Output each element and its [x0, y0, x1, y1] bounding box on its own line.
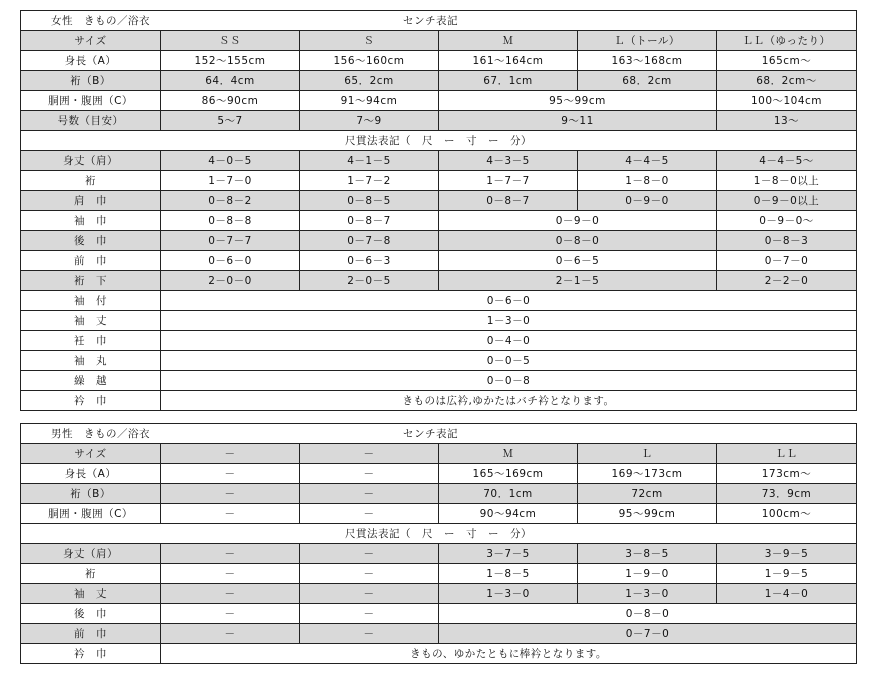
row-label: 衽 巾	[21, 331, 161, 351]
value-cell: 152～155cm	[161, 51, 300, 71]
women-waist-row	[21, 91, 857, 111]
value-cell: 3－9－5	[717, 544, 857, 564]
value-cell: －	[161, 604, 300, 624]
value-cell: 95～99cm	[439, 91, 717, 111]
women-size-row	[21, 31, 857, 51]
row-label: 身丈（肩）	[21, 151, 161, 171]
size-cell: Ｓ	[300, 31, 439, 51]
value-cell: 0－6－5	[439, 251, 717, 271]
value-cell: 72cm	[578, 484, 717, 504]
value-cell: 9～11	[439, 111, 717, 131]
women-height-row	[21, 51, 857, 71]
value-cell: 73．9cm	[717, 484, 857, 504]
women-okumi-row	[21, 331, 857, 351]
size-cell: －	[300, 444, 439, 464]
value-cell: 163～168cm	[578, 51, 717, 71]
row-label: 袖 巾	[21, 211, 161, 231]
value-cell: 0－9－0	[439, 211, 717, 231]
women-mae-row	[21, 251, 857, 271]
row-label: 袖 丸	[21, 351, 161, 371]
row-label: 裄	[21, 564, 161, 584]
section-header: 尺貫法表記（ 尺 ー 寸 ー 分）	[21, 524, 857, 544]
row-label: 裄（B）	[21, 71, 161, 91]
women-shaku-header-row	[21, 131, 857, 151]
value-cell: 13～	[717, 111, 857, 131]
value-cell: 1－4－0	[717, 584, 857, 604]
men-eri-row	[21, 644, 857, 664]
value-cell: 0－8－5	[300, 191, 439, 211]
value-cell: 0－8－8	[161, 211, 300, 231]
value-cell: 0－7－7	[161, 231, 300, 251]
value-cell: 1－7－0	[161, 171, 300, 191]
row-label: 胴囲・腹囲（C）	[21, 504, 161, 524]
value-cell: 4－3－5	[439, 151, 578, 171]
value-cell: 2－1－5	[439, 271, 717, 291]
value-cell: 0－0－8	[161, 371, 857, 391]
value-cell: －	[300, 564, 439, 584]
men-yuki-cm-row	[21, 484, 857, 504]
women-eri-row	[21, 391, 857, 411]
row-label: 身長（A）	[21, 51, 161, 71]
value-cell: 0－7－0	[717, 251, 857, 271]
value-cell: 0－8－0	[439, 231, 717, 251]
value-cell: 0－8－0	[439, 604, 857, 624]
value-cell: 173cm～	[717, 464, 857, 484]
value-cell: －	[300, 604, 439, 624]
women-cm-header: センチ表記	[403, 15, 458, 27]
value-cell: 0－6－0	[161, 291, 857, 311]
value-cell: －	[300, 484, 439, 504]
row-label: サイズ	[21, 444, 161, 464]
row-label: 袖 丈	[21, 584, 161, 604]
size-cell: ＳＳ	[161, 31, 300, 51]
value-cell: －	[300, 624, 439, 644]
value-cell: －	[161, 624, 300, 644]
value-cell: －	[300, 464, 439, 484]
value-cell: 2－0－0	[161, 271, 300, 291]
value-cell: 67．1cm	[439, 71, 578, 91]
women-mitake-row	[21, 151, 857, 171]
value-cell: 0－8－7	[439, 191, 578, 211]
value-cell: きもの、ゆかたともに棒衿となります。	[161, 644, 857, 664]
men-yuki-row	[21, 564, 857, 584]
men-size-row	[21, 444, 857, 464]
value-cell: 1－3－0	[439, 584, 578, 604]
value-cell: 169～173cm	[578, 464, 717, 484]
women-sodetsuke-row	[21, 291, 857, 311]
row-label: 身長（A）	[21, 464, 161, 484]
value-cell: 165～169cm	[439, 464, 578, 484]
value-cell: 1－7－7	[439, 171, 578, 191]
men-shaku-header-row	[21, 524, 857, 544]
value-cell: 0－7－8	[300, 231, 439, 251]
women-yuki-cm-row	[21, 71, 857, 91]
row-label: 胴囲・腹囲（C）	[21, 91, 161, 111]
row-label: 袖 付	[21, 291, 161, 311]
value-cell: 90～94cm	[439, 504, 578, 524]
row-label: 後 巾	[21, 231, 161, 251]
value-cell: 0－6－3	[300, 251, 439, 271]
women-number-row	[21, 111, 857, 131]
value-cell: 156～160cm	[300, 51, 439, 71]
size-cell: Ｌ	[578, 444, 717, 464]
value-cell: 0－9－0以上	[717, 191, 857, 211]
value-cell: 165cm～	[717, 51, 857, 71]
value-cell: 1－8－0	[578, 171, 717, 191]
value-cell: 4－0－5	[161, 151, 300, 171]
men-ushiro-row	[21, 604, 857, 624]
value-cell: 64．4cm	[161, 71, 300, 91]
value-cell: 0－6－0	[161, 251, 300, 271]
women-yuki-row	[21, 171, 857, 191]
men-mae-row	[21, 624, 857, 644]
row-label: 身丈（肩）	[21, 544, 161, 564]
men-table-title: 男性 きもの／浴衣	[51, 428, 150, 440]
value-cell: 65．2cm	[300, 71, 439, 91]
value-cell: －	[161, 564, 300, 584]
men-waist-row	[21, 504, 857, 524]
women-erikoshi-row	[21, 371, 857, 391]
size-cell: ＬＬ（ゆったり）	[717, 31, 857, 51]
value-cell: 3－7－5	[439, 544, 578, 564]
value-cell: －	[161, 544, 300, 564]
value-cell: 1－8－5	[439, 564, 578, 584]
value-cell: －	[161, 464, 300, 484]
value-cell: 100～104cm	[717, 91, 857, 111]
value-cell: －	[300, 584, 439, 604]
value-cell: 0－8－7	[300, 211, 439, 231]
row-label: 裄	[21, 171, 161, 191]
size-cell: Ｍ	[439, 444, 578, 464]
value-cell: 7～9	[300, 111, 439, 131]
row-label: 袖 丈	[21, 311, 161, 331]
value-cell: 1－7－2	[300, 171, 439, 191]
value-cell: きものは広衿,ゆかたはバチ衿となります。	[161, 391, 857, 411]
size-cell: Ｌ（トール）	[578, 31, 717, 51]
value-cell: 100cm～	[717, 504, 857, 524]
value-cell: 91～94cm	[300, 91, 439, 111]
value-cell: 5～7	[161, 111, 300, 131]
value-cell: 4－4－5～	[717, 151, 857, 171]
men-title-row	[21, 424, 857, 444]
size-cell: －	[161, 444, 300, 464]
row-label: 号数（目安）	[21, 111, 161, 131]
size-cell: ＬＬ	[717, 444, 857, 464]
row-label: 繰 越	[21, 371, 161, 391]
value-cell: 4－1－5	[300, 151, 439, 171]
row-label: 裄（B）	[21, 484, 161, 504]
value-cell: 2－2－0	[717, 271, 857, 291]
row-label: 前 巾	[21, 624, 161, 644]
value-cell: －	[161, 484, 300, 504]
women-katahaba-row	[21, 191, 857, 211]
men-sodetake-row	[21, 584, 857, 604]
value-cell: 2－0－5	[300, 271, 439, 291]
value-cell: 0－0－5	[161, 351, 857, 371]
women-sodemaru-row	[21, 351, 857, 371]
value-cell: －	[161, 504, 300, 524]
value-cell: 1－9－0	[578, 564, 717, 584]
value-cell: 0－7－0	[439, 624, 857, 644]
size-cell: Ｍ	[439, 31, 578, 51]
value-cell: －	[161, 584, 300, 604]
row-label: 衿 巾	[21, 391, 161, 411]
value-cell: 161～164cm	[439, 51, 578, 71]
men-mitake-row	[21, 544, 857, 564]
section-header: 尺貫法表記（ 尺 ー 寸 ー 分）	[21, 131, 857, 151]
row-label: 前 巾	[21, 251, 161, 271]
women-title-row	[21, 11, 857, 31]
men-height-row	[21, 464, 857, 484]
women-ushiro-row	[21, 231, 857, 251]
men-cm-header: センチ表記	[403, 428, 458, 440]
value-cell: 0－4－0	[161, 331, 857, 351]
value-cell: －	[300, 544, 439, 564]
value-cell: 95～99cm	[578, 504, 717, 524]
women-sodetake-row	[21, 311, 857, 331]
value-cell: 1－3－0	[578, 584, 717, 604]
value-cell: 1－8－0以上	[717, 171, 857, 191]
women-table-title: 女性 きもの／浴衣	[51, 15, 150, 27]
row-label: 肩 巾	[21, 191, 161, 211]
row-label: 衿 巾	[21, 644, 161, 664]
value-cell: 0－9－0	[578, 191, 717, 211]
value-cell: 1－3－0	[161, 311, 857, 331]
men-size-table	[20, 423, 857, 664]
women-sodehaba-row	[21, 211, 857, 231]
value-cell: 0－8－3	[717, 231, 857, 251]
row-label: サイズ	[21, 31, 161, 51]
row-label: 後 巾	[21, 604, 161, 624]
value-cell: 1－9－5	[717, 564, 857, 584]
value-cell: －	[300, 504, 439, 524]
value-cell: 70．1cm	[439, 484, 578, 504]
value-cell: 68．2cm～	[717, 71, 857, 91]
value-cell: 3－8－5	[578, 544, 717, 564]
value-cell: 86～90cm	[161, 91, 300, 111]
value-cell: 0－9－0～	[717, 211, 857, 231]
row-label: 裄 下	[21, 271, 161, 291]
value-cell: 0－8－2	[161, 191, 300, 211]
value-cell: 4－4－5	[578, 151, 717, 171]
women-size-table	[20, 10, 857, 411]
women-yukishita-row	[21, 271, 857, 291]
value-cell: 68．2cm	[578, 71, 717, 91]
